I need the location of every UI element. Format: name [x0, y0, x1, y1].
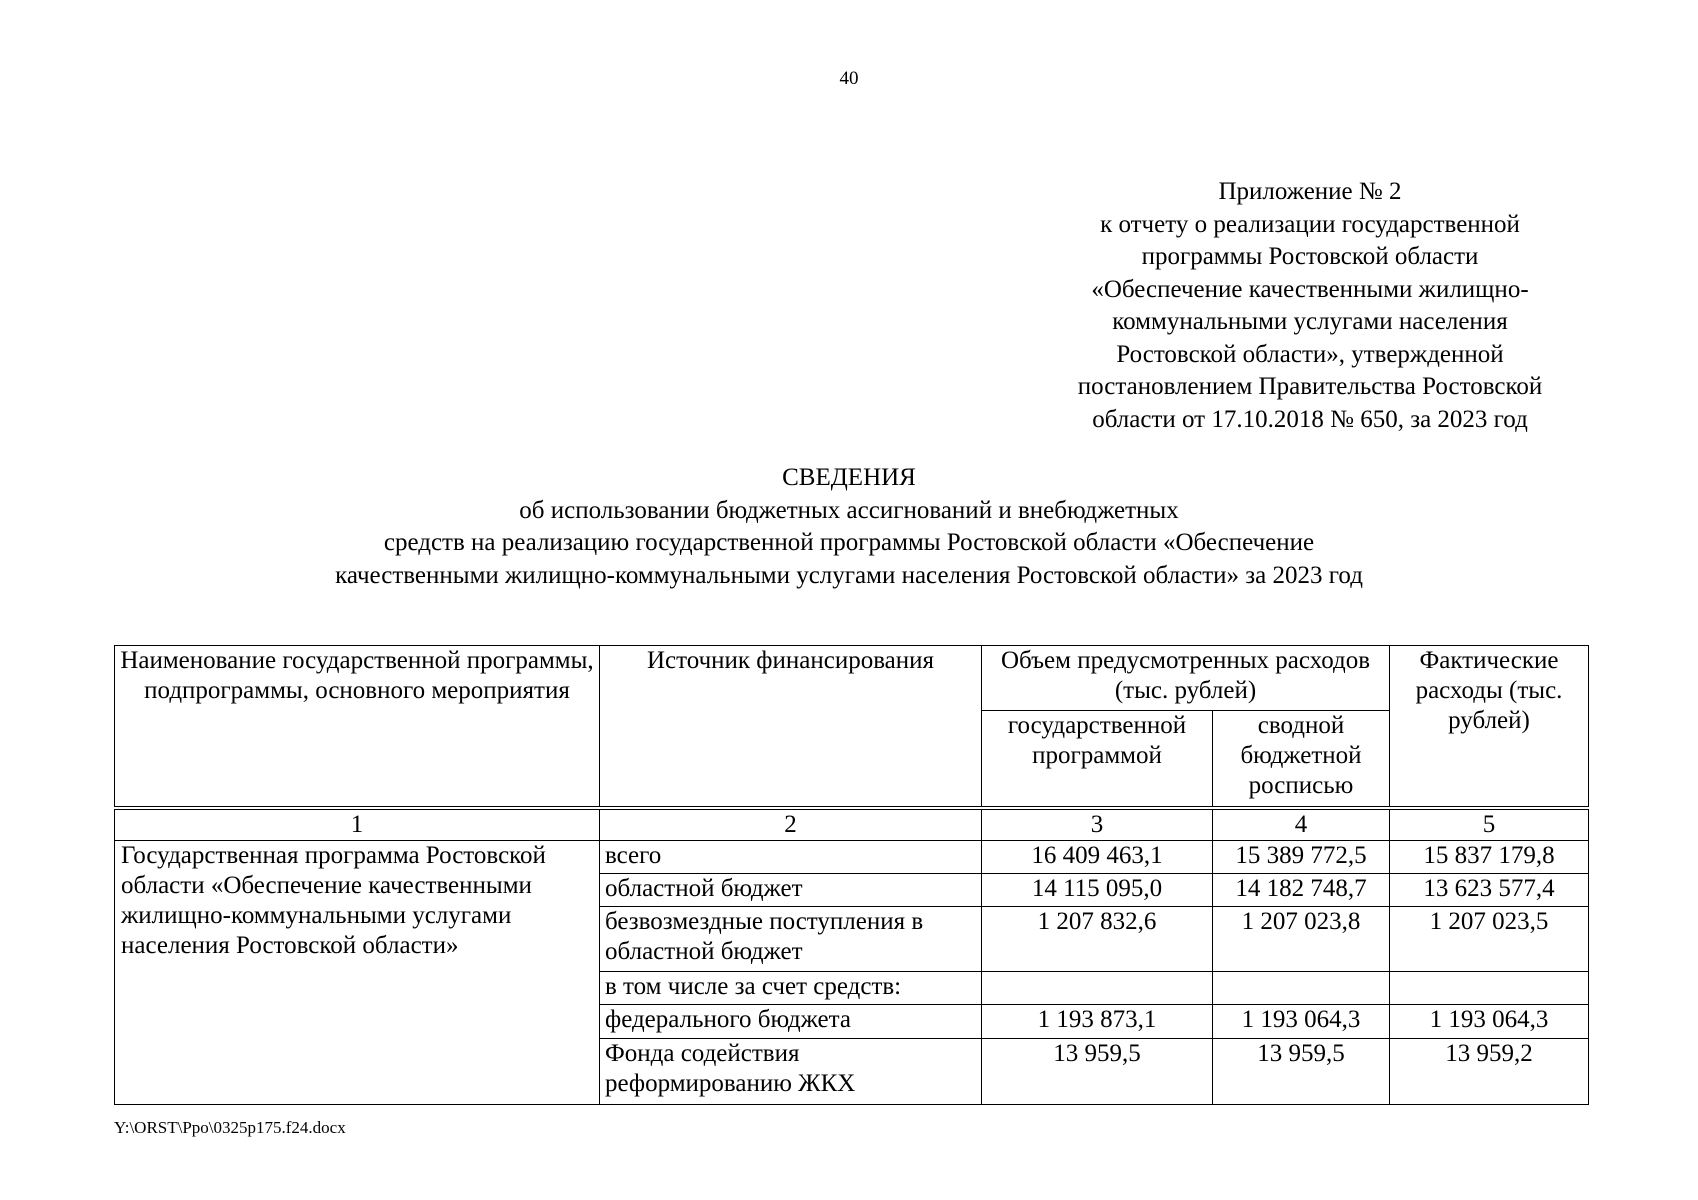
- appendix-line: «Обеспечение качественными жилищно-: [1091, 275, 1529, 303]
- appendix-note: [1040, 176, 1580, 436]
- planned-budget-value: 13 959,5: [1213, 1038, 1390, 1104]
- table-row: [115, 840, 1589, 873]
- actual-value: 13 959,2: [1390, 1038, 1589, 1104]
- header-actual: Фактические расходы (тыс. рублей): [1390, 646, 1589, 808]
- appendix-line: коммунальными услугами населения: [1112, 308, 1508, 335]
- budget-table: [114, 645, 1589, 1105]
- actual-value: 15 837 179,8: [1390, 840, 1589, 873]
- appendix-line: постановлением Правительства Ростовской: [1077, 373, 1543, 400]
- column-number: 5: [1390, 808, 1589, 841]
- planned-program-value: 14 115 095,0: [982, 873, 1213, 906]
- funding-source: Фонда содействия реформированию ЖКХ: [600, 1038, 982, 1104]
- planned-program-value: [982, 972, 1213, 1005]
- header-planned-program: государственной программой: [982, 711, 1213, 808]
- planned-budget-value: 14 182 748,7: [1213, 873, 1390, 906]
- heading-line: качественными жилищно-коммунальными услугами населения Ростовской области» за 2023 год: [335, 561, 1363, 589]
- heading-title: СВЕДЕНИЯ: [782, 464, 916, 491]
- column-number: 1: [115, 808, 600, 841]
- planned-budget-value: 15 389 772,5: [1213, 840, 1390, 873]
- program-name: Государственная программа Ростовской области «Обеспечение качественными жилищно-коммунальными услугами населения Ростовской области»: [115, 840, 600, 1105]
- planned-program-value: 13 959,5: [982, 1038, 1213, 1104]
- funding-source: в том числе за счет средств:: [600, 972, 982, 1005]
- planned-program-value: 1 193 873,1: [982, 1005, 1213, 1038]
- planned-program-value: 16 409 463,1: [982, 840, 1213, 873]
- header-source: Источник финансирования: [600, 646, 982, 808]
- header-planned-group: Объем предусмотренных расходов (тыс. рублей): [982, 646, 1390, 711]
- header-planned-budget: сводной бюджетной росписью: [1213, 711, 1390, 808]
- header-name: Наименование государственной программы, подпрограммы, основного мероприятия: [115, 646, 600, 808]
- footer-file-path: Y:\ORST\Ppo\0325p175.f24.docx: [114, 1118, 346, 1137]
- appendix-line: к отчету о реализации государственной: [1100, 210, 1520, 238]
- column-number: 3: [982, 808, 1213, 841]
- page-number: 40: [839, 68, 859, 89]
- planned-budget-value: [1213, 972, 1390, 1005]
- actual-value: 1 193 064,3: [1390, 1005, 1589, 1038]
- funding-source: областной бюджет: [600, 873, 982, 906]
- actual-value: [1390, 972, 1589, 1005]
- document-heading: [0, 462, 1698, 592]
- column-number: 2: [600, 808, 982, 841]
- appendix-line: Ростовской области», утвержденной: [1116, 340, 1504, 368]
- heading-line: об использовании бюджетных ассигнований и внебюджетных: [519, 496, 1179, 524]
- actual-value: 13 623 577,4: [1390, 873, 1589, 906]
- planned-budget-value: 1 207 023,8: [1213, 906, 1390, 971]
- column-number: 4: [1213, 808, 1390, 841]
- funding-source: федерального бюджета: [600, 1005, 982, 1038]
- appendix-line: программы Ростовской области: [1141, 243, 1479, 270]
- funding-source: безвозмездные поступления в областной бюджет: [600, 906, 982, 971]
- funding-source: всего: [600, 840, 982, 873]
- planned-budget-value: 1 193 064,3: [1213, 1005, 1390, 1038]
- appendix-line: Приложение № 2: [1218, 178, 1402, 205]
- actual-value: 1 207 023,5: [1390, 906, 1589, 971]
- heading-line: средств на реализацию государственной программы Ростовской области «Обеспечение: [383, 529, 1315, 556]
- appendix-line: области от 17.10.2018 № 650, за 2023 год: [1092, 405, 1528, 433]
- planned-program-value: 1 207 832,6: [982, 906, 1213, 971]
